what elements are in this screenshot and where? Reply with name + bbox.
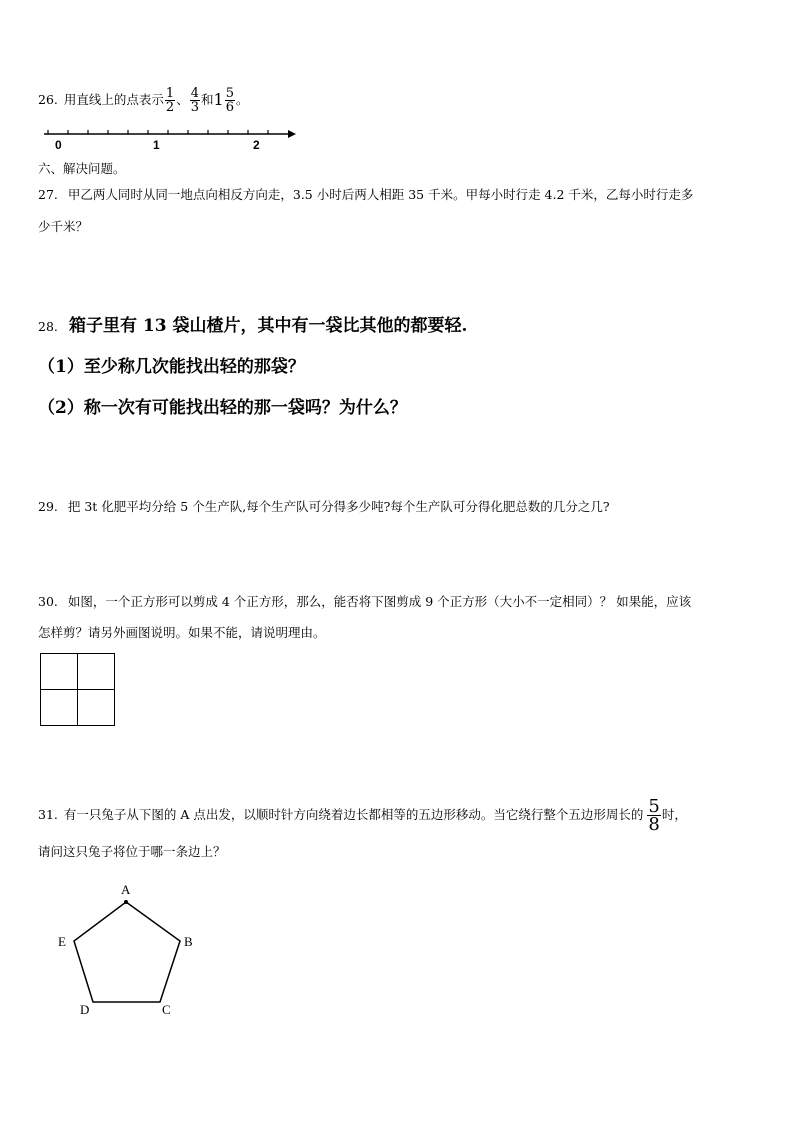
four-square-figure	[40, 653, 114, 725]
number-line	[40, 126, 296, 154]
tick-label-2: 2	[253, 138, 260, 152]
q31-fraction: $\frac{5}{8}$	[648, 795, 660, 835]
q31-line1: 31. 有一只兔子从下图的 A 点出发，以顺时针方向绕着边长都相等的五边形移动。当它绕行整个五边形周长的 $\frac{5}{8}$ 时，	[38, 795, 687, 835]
square-bottom-left	[40, 689, 78, 726]
square-top-right	[77, 653, 115, 690]
point-a-dot	[124, 900, 128, 904]
section-title: 六、解决问题。	[38, 161, 126, 176]
q27-line2: 少千米？	[38, 219, 89, 234]
q28-line1: 28. 箱子里有 13 袋山楂片，其中有一袋比其他的都要轻.	[38, 316, 468, 336]
q26-fraction-2: $\frac{4}{3}$	[190, 85, 199, 115]
q26-text: 26. 用直线上的点表示 $\frac{1}{2}$ 、 $\frac{4}{3}$ 和 1 $\frac{5}{6}$ 。	[38, 85, 249, 115]
vertex-label-e: E	[58, 934, 66, 949]
q28-line3: （2）称一次有可能找出轻的那一袋吗？为什么？	[38, 398, 407, 418]
q30-line1: 30. 如图，一个正方形可以剪成 4 个正方形，那么，能否将下图剪成 9 个正方形（大小不一定相同）？ 如果能，应该	[38, 594, 692, 609]
q31-line2: 请问这只兔子将位于哪一条边上？	[38, 844, 226, 859]
q29-text: 29. 把 3t 化肥平均分给 5 个生产队,每个生产队可分得多少吨?每个生产队可分得化肥总数的几分之几?	[38, 499, 610, 514]
square-top-left	[40, 653, 78, 690]
q30-line2: 怎样剪？请另外画图说明。如果不能，请说明理由。	[38, 625, 326, 640]
vertex-label-d: D	[80, 1002, 90, 1017]
q26-prompt: 用直线上的点表示	[63, 92, 164, 107]
square-bottom-right	[77, 689, 115, 726]
vertex-label-c: C	[162, 1002, 171, 1017]
pentagon	[74, 902, 180, 1002]
vertex-label-b: B	[184, 934, 193, 949]
q28-line2: （1）至少称几次能找出轻的那袋？	[38, 357, 305, 377]
tick-label-1: 1	[153, 138, 160, 152]
q26-number: 26.	[38, 92, 58, 107]
q27-line1: 27. 甲乙两人同时从同一地点向相反方向走，3.5 小时后两人相距 35 千米。甲每小时行走 4.2 千米，乙每小时行走多	[38, 187, 694, 202]
q26-mixed-fraction: $\frac{5}{6}$	[225, 85, 234, 115]
tick-label-0: 0	[55, 138, 62, 152]
vertex-label-a: A	[121, 882, 131, 897]
q26-mixed-whole: 1	[213, 90, 224, 109]
pentagon-figure	[50, 878, 210, 1018]
q26-fraction-1: $\frac{1}{2}$	[165, 85, 175, 115]
